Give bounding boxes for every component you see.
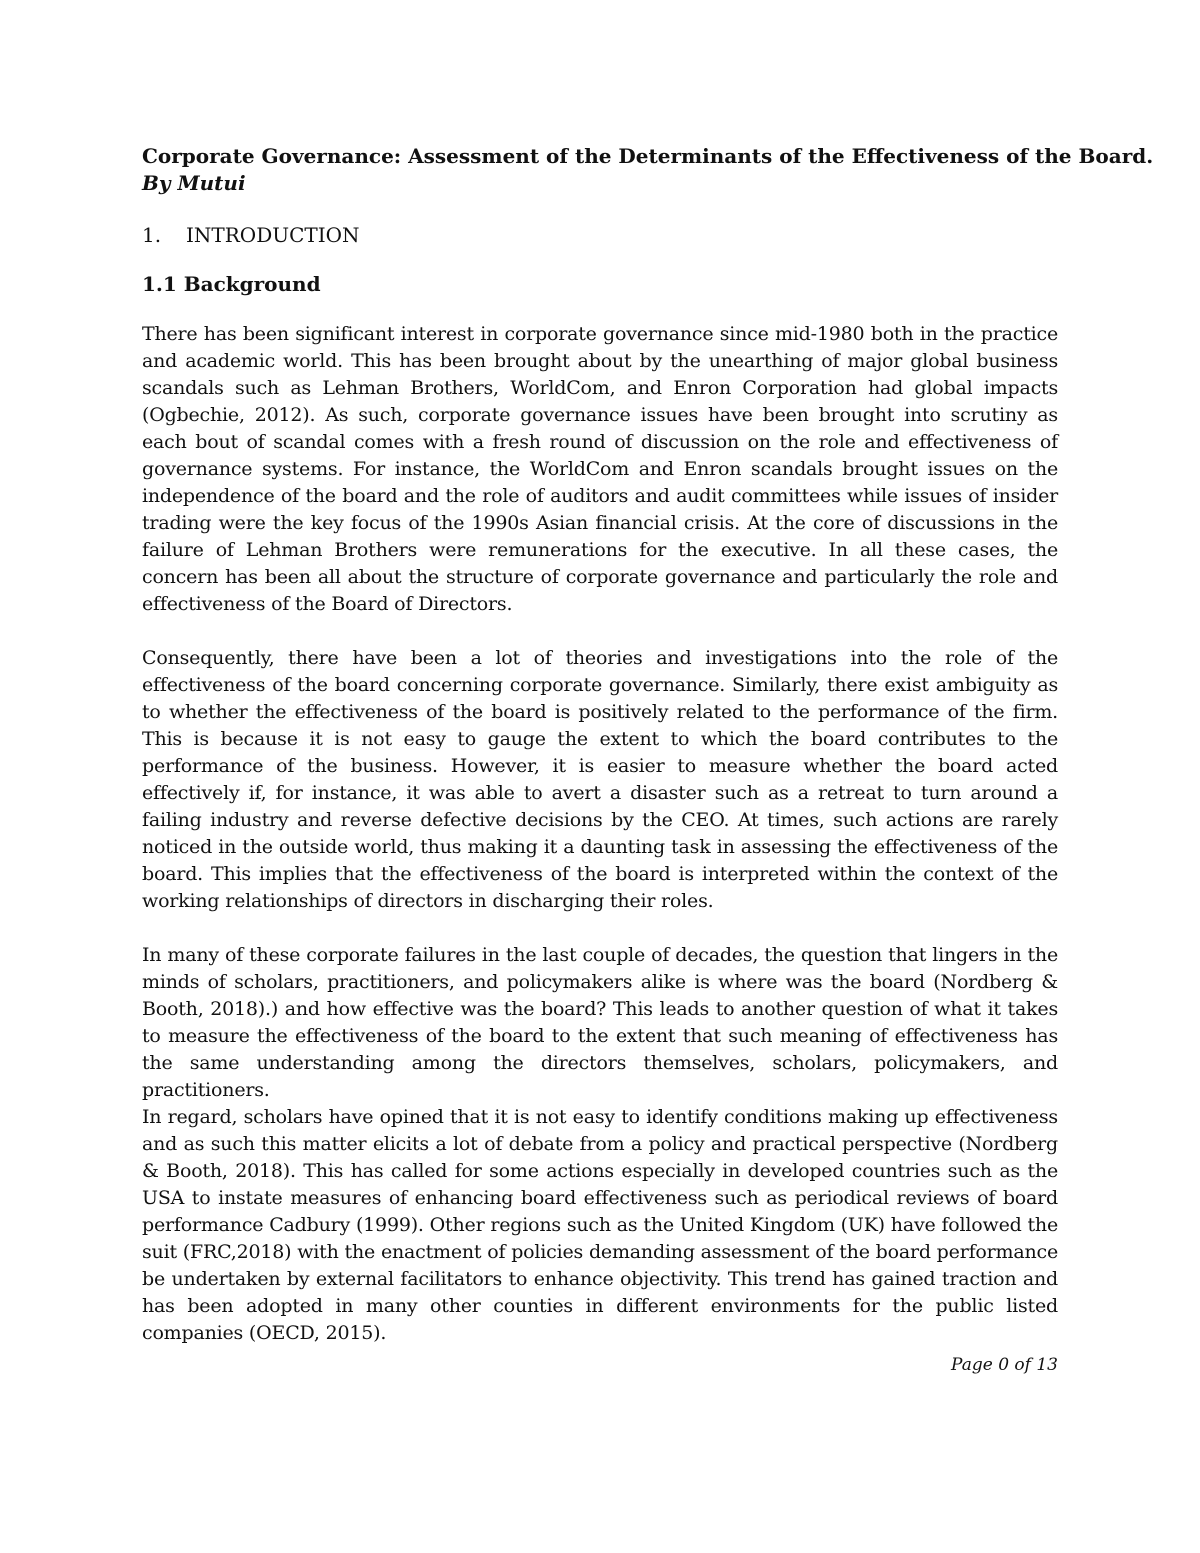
subsection-heading: 1.1 Background: [142, 272, 321, 296]
paragraph-4: In regard, scholars have opined that it is not easy to identify conditions making up effectiveness and as such this matter elicits a lot of debate from a policy and practical perspective (Nordberg & Booth, 2018). This has called for some actions especially in developed countries such as the USA to instate measures of enhancing board effectiveness such as periodical reviews of board performance Cadbury (1999). Other regions such as the United Kingdom (UK) have followed the suit (FRC,2018) with the enactment of policies demanding assessment of the board performance be undertaken by external facilitators to enhance objectivity. This trend has gained traction and has been adopted in many other counties in different environments for the public listed companies (OECD, 2015).: [142, 1106, 1058, 1344]
document-title: Corporate Governance: Assessment of the Determinants of the Effectiveness of the Board.: [142, 144, 1154, 168]
page-number-footer: Page 0 of 13: [951, 1355, 1058, 1375]
section-number: 1.: [142, 223, 162, 247]
document-body: [142, 143, 1154, 1347]
paragraph-3: In many of these corporate failures in the last couple of decades, the question that lingers in the minds of scholars, practitioners, and policymakers alike is where was the board (Nordberg & Booth, 2018).) and how effective was the board? This leads to another question of what it takes to measure the effectiveness of the board to the extent that such meaning of effectiveness has the same understanding among the directors themselves, scholars, policymakers, and practitioners.: [142, 944, 1058, 1101]
section-title: INTRODUCTION: [186, 223, 360, 247]
paragraph-1: There has been significant interest in corporate governance since mid-1980 both in the practice and academic world. This has been brought about by the unearthing of major global business scandals such as Lehman Brothers, WorldCom, and Enron Corporation had global impacts (Ogbechie, 2012). As such, corporate governance issues have been brought into scrutiny as each bout of scandal comes with a fresh round of discussion on the role and effectiveness of governance systems. For instance, the WorldCom and Enron scandals brought issues on the independence of the board and the role of auditors and audit committees while issues of insider trading were the key focus of the 1990s Asian financial crisis. At the core of discussions in the failure of Lehman Brothers were remunerations for the executive. In all these cases, the concern has been all about the structure of corporate governance and particularly the role and effectiveness of the Board of Directors.: [142, 323, 1058, 615]
section-heading: [142, 222, 1058, 249]
document-author: By Mutui: [142, 171, 246, 195]
paragraph-2: Consequently, there have been a lot of theories and investigations into the role of the effectiveness of the board concerning corporate governance. Similarly, there exist ambiguity as to whether the effectiveness of the board is positively related to the performance of the firm. This is because it is not easy to gauge the extent to which the board contributes to the performance of the business. However, it is easier to measure whether the board acted effectively if, for instance, it was able to avert a disaster such as a retreat to turn around a failing industry and reverse defective decisions by the CEO. At times, such actions are rarely noticed in the outside world, thus making it a daunting task in assessing the effectiveness of the board. This implies that the effectiveness of the board is interpreted within the context of the working relationships of directors in discharging their roles.: [142, 647, 1058, 912]
